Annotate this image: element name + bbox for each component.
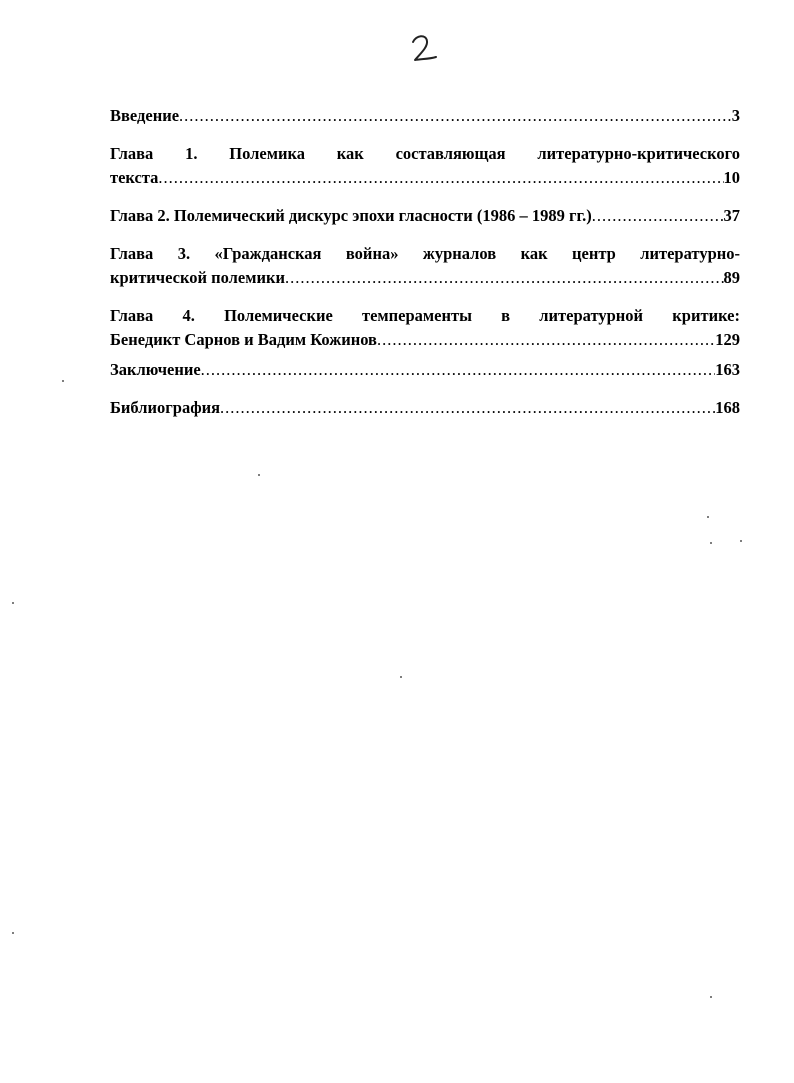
toc-entry-page: 129 [715,330,740,349]
toc-entry-bibliography [110,396,740,420]
scan-speck [400,676,402,678]
leader-dots [285,266,723,290]
toc-entry-label: Заключение [110,360,201,379]
handwritten-two-mark [404,30,444,70]
toc-entry-page: 10 [723,168,740,187]
leader-dots [377,328,715,352]
handwritten-page-number [404,30,444,70]
scan-speck [710,542,712,544]
toc-entry-chapter-3 [110,242,740,290]
scan-speck [258,474,260,476]
scan-speck [12,602,14,604]
toc-entry-page: 89 [723,268,740,287]
scan-speck [710,996,712,998]
leader-dots [179,104,732,128]
toc-entry-page: 163 [715,360,740,379]
toc-entry-label-line-2: Бенедикт Сарнов и Вадим Кожинов [110,330,377,349]
toc-entry-label-line-2: текста [110,168,159,187]
toc-entry-label-line-1: Глава 4. Полемические темпераменты в литературной критике: [110,306,740,325]
scan-speck [740,540,742,542]
toc-entry-page: 37 [723,206,740,225]
toc-entry-conclusion [110,358,740,382]
toc-entry-label: Глава 2. Полемический дискурс эпохи гласности (1986 – 1989 гг.) [110,206,592,225]
leader-dots [158,166,723,190]
toc-entry-chapter-1 [110,142,740,190]
scan-speck [707,516,709,518]
toc-entry-chapter-2 [110,204,740,228]
leader-dots [592,204,724,228]
toc-entry-page: 168 [715,398,740,417]
toc-entry-intro [110,104,740,128]
scan-speck [12,932,14,934]
leader-dots [220,396,715,420]
toc-entry-label-line-2: критической полемики [110,268,286,287]
toc-entry-page: 3 [731,106,740,125]
toc-entry-chapter-4 [110,304,740,352]
leader-dots [201,358,716,382]
toc-entry-label-line-1: Глава 3. «Гражданская война» журналов как центр литературно- [110,244,740,263]
toc-entry-label-line-1: Глава 1. Полемика как составляющая литературно-критического [110,144,740,163]
scan-speck [62,380,64,382]
toc-entry-label: Библиография [110,398,221,417]
table-of-contents [110,104,740,434]
toc-entry-label: Введение [110,106,180,125]
